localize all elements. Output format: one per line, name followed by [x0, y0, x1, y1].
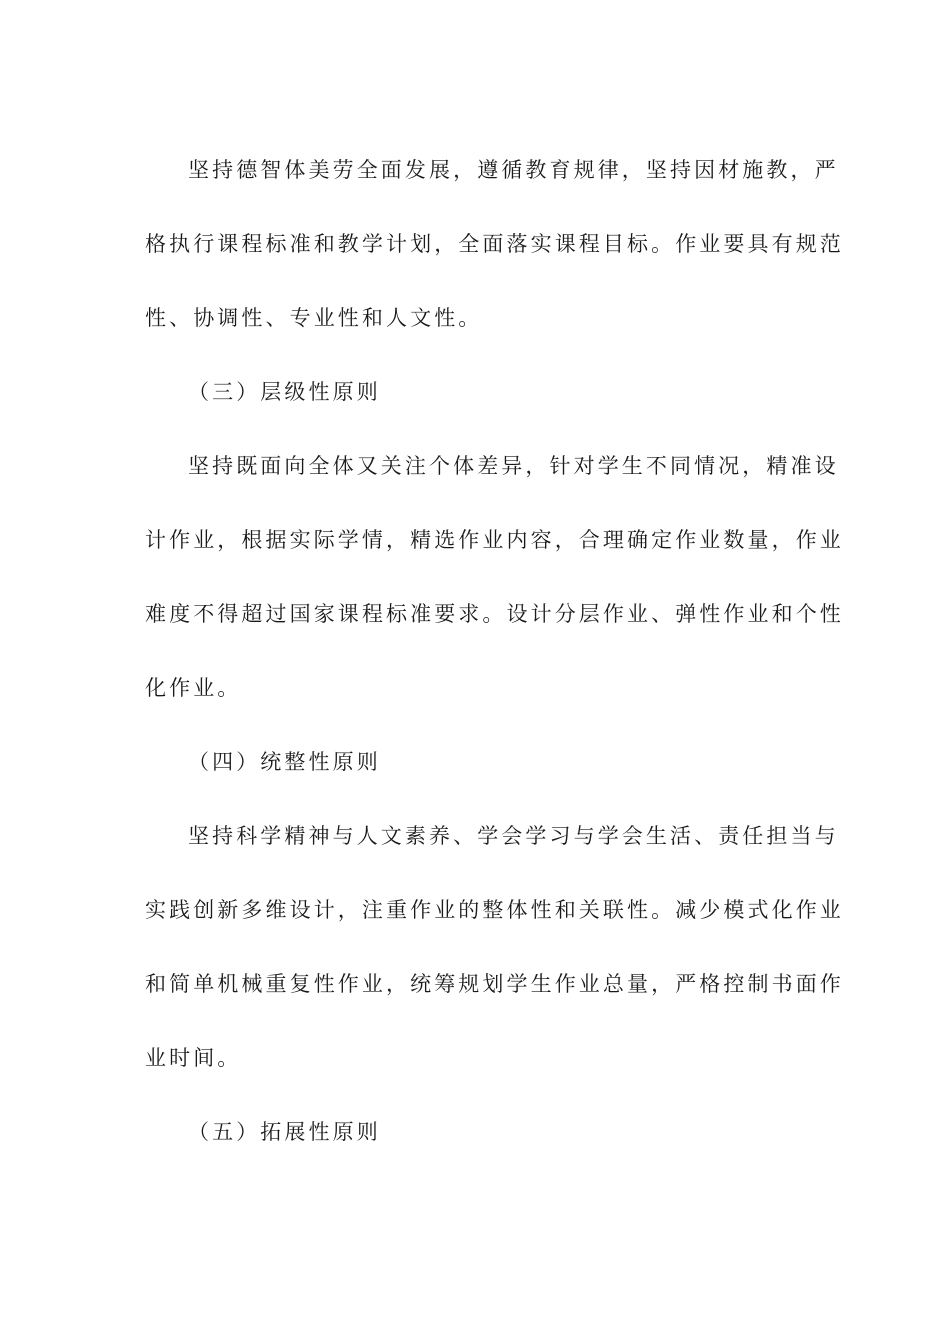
paragraph-line: 业时间。	[145, 1046, 242, 1070]
paragraph-line: 坚持既面向全体又关注个体差异，针对学生不同情况，精准设	[188, 454, 839, 478]
paragraph-line: 化作业。	[145, 676, 242, 700]
paragraph-line: 计作业，根据实际学情，精选作业内容，合理确定作业数量，作业	[145, 528, 844, 552]
paragraph-principle-four-body	[145, 799, 844, 1095]
paragraph-line: 格执行课程标准和教学计划，全面落实课程目标。作业要具有规范	[145, 232, 844, 256]
paragraph-principle-three-body	[145, 429, 844, 725]
section-heading-three: （三）层级性原则	[188, 380, 381, 404]
paragraph-line: 难度不得超过国家课程标准要求。设计分层作业、弹性作业和个性	[145, 602, 844, 626]
paragraph-line: 性、协调性、专业性和人文性。	[145, 306, 483, 330]
paragraph-line: 坚持德智体美劳全面发展，遵循教育规律，坚持因材施教，严	[188, 158, 839, 182]
paragraph-line: 实践创新多维设计，注重作业的整体性和关联性。减少模式化作业	[145, 898, 844, 922]
paragraph-line: 和简单机械重复性作业，统筹规划学生作业总量，严格控制书面作	[145, 972, 844, 996]
section-heading-five: （五）拓展性原则	[188, 1120, 381, 1144]
paragraph-line: 坚持科学精神与人文素养、学会学习与学会生活、责任担当与	[188, 824, 839, 848]
paragraph-principle-two-body	[145, 133, 844, 355]
section-heading-four: （四）统整性原则	[188, 750, 381, 774]
document-body	[145, 133, 844, 1169]
